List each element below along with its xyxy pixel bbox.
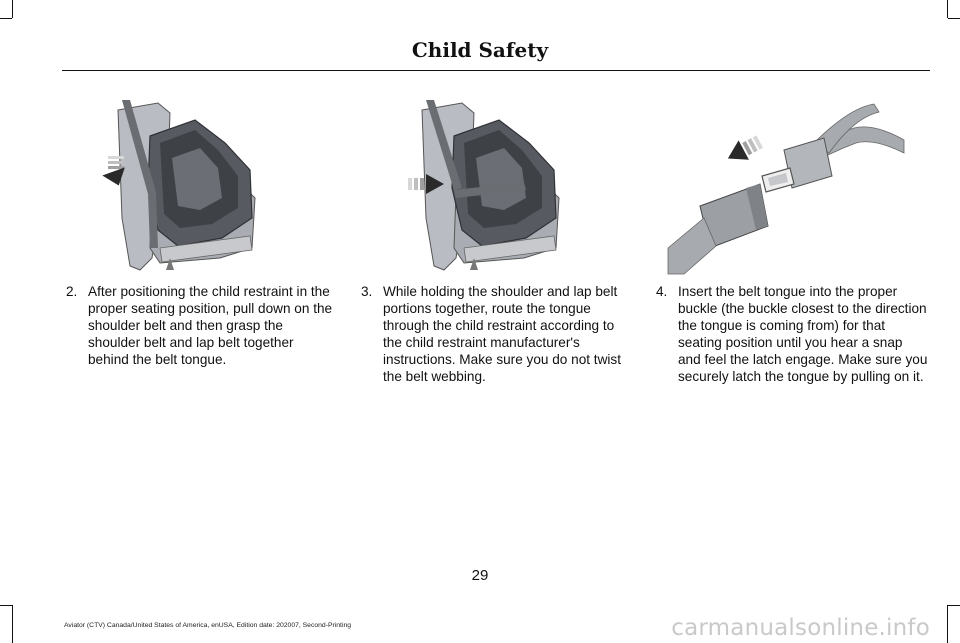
title-divider (62, 70, 930, 71)
crop-mark-tr-h (948, 18, 960, 19)
page-title: Child Safety (411, 38, 549, 62)
crop-mark-tr-v (947, 0, 948, 18)
buckle-latch-illustration (664, 98, 909, 276)
step-number: 3. (361, 284, 373, 299)
step-text: After positioning the child restraint in the proper seating position, pull down on the shoulder belt and then grasp the shoulder belt and lap belt together behind the belt tongue. (88, 284, 333, 368)
child-seat-pull-belt-illustration (100, 98, 270, 276)
crop-mark-br-v (947, 605, 948, 643)
child-seat-route-belt-illustration (404, 98, 574, 276)
crop-mark-br-h (948, 605, 960, 606)
crop-mark-tl-h (0, 18, 12, 19)
step-text: While holding the shoulder and lap belt portions together, route the tongue through the child restraint according to the child restraint manufacturer's instructions. Make sure you do not twist the belt webbing. (383, 284, 621, 385)
step-number: 2. (66, 284, 78, 299)
crop-mark-bl-h (0, 605, 12, 606)
crop-mark-bl-v (12, 605, 13, 643)
step-text: Insert the belt tongue into the proper buckle (the buckle closest to the direction the tongue is coming from) for that seating position until you hear a snap and feel the latch engage. Make sure you securely latch the tongue by pulling on it. (678, 284, 928, 385)
edition-note: Aviator (CTV) Canada/United States of America, enUSA, Edition date: 202007, Second-Printing (64, 622, 352, 629)
page-number: 29 (471, 567, 489, 584)
crop-mark-tl-v (12, 0, 13, 18)
step-number: 4. (656, 284, 668, 299)
watermark: carmanualsonline.info (671, 615, 930, 641)
